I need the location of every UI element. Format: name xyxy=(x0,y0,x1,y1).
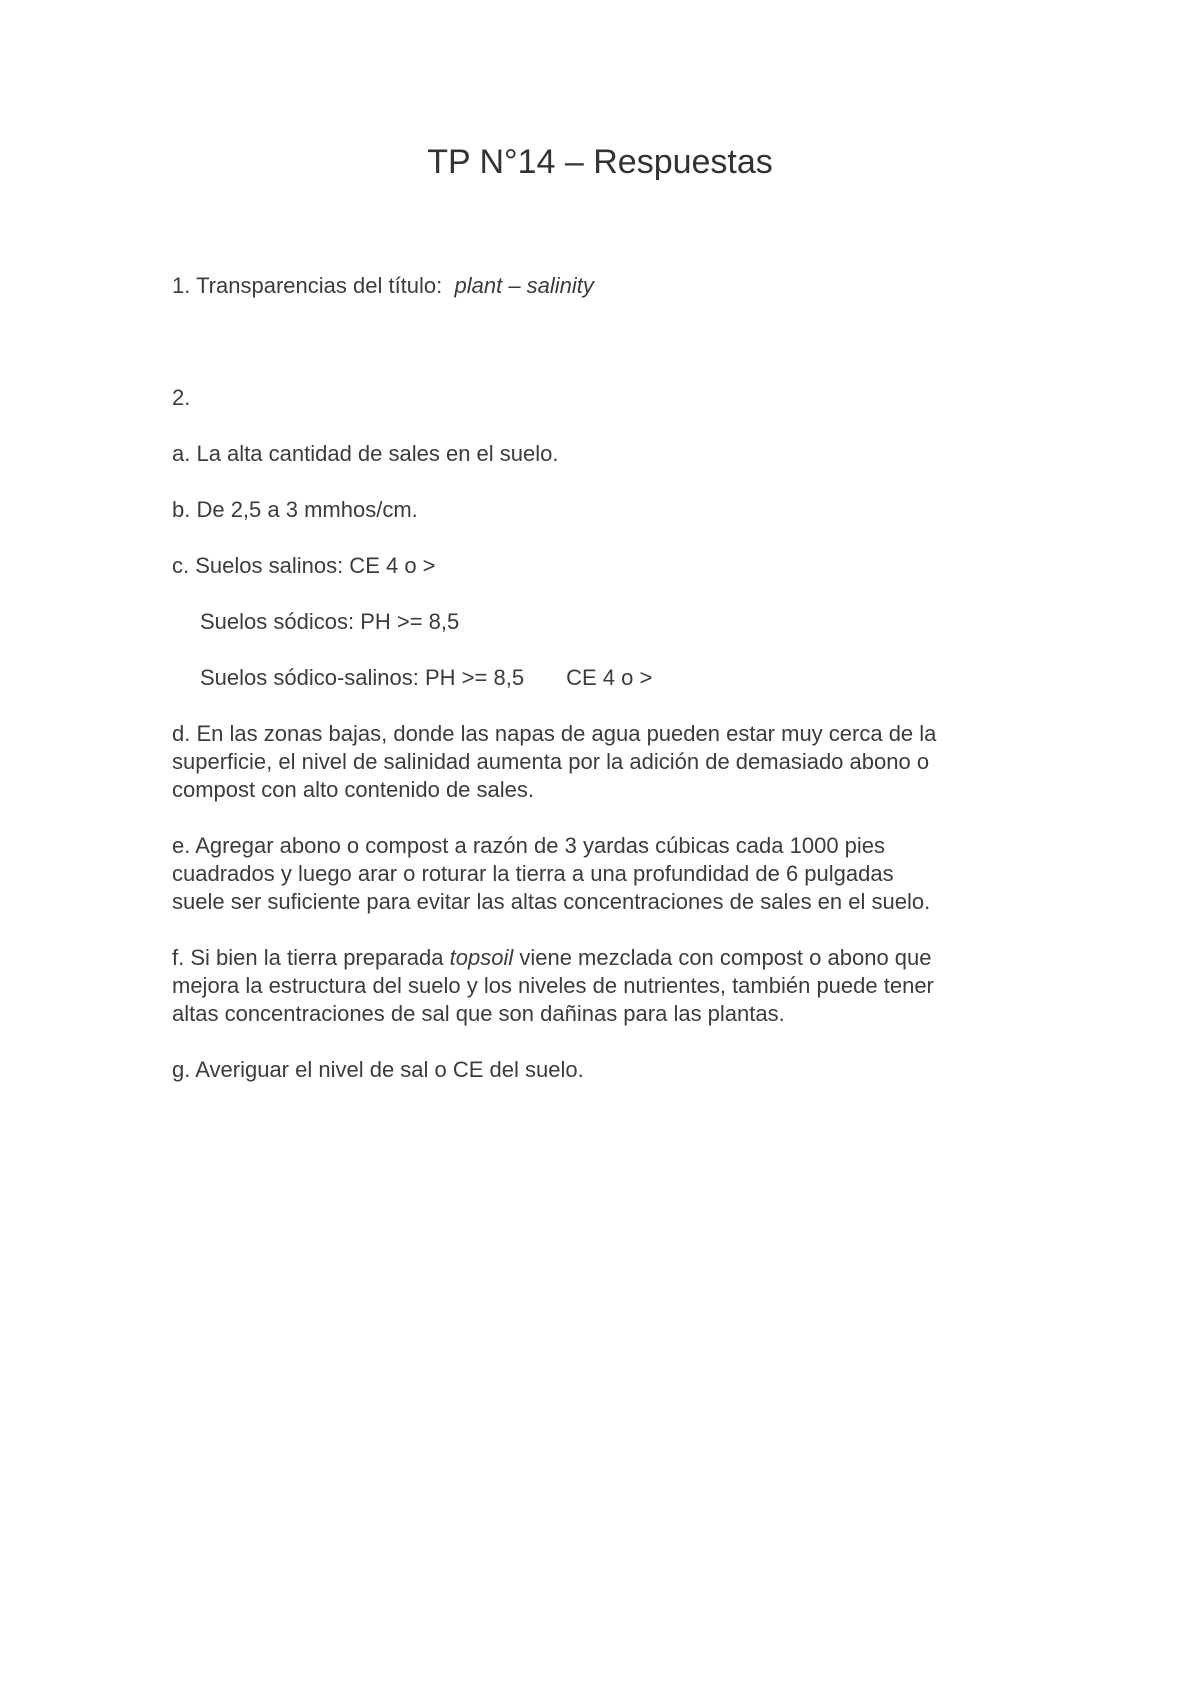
answer-2c-line2: Suelos sódicos: PH >= 8,5 xyxy=(200,609,460,634)
answer-2c-line3-part2: CE 4 o > xyxy=(566,665,653,690)
answer-2f-line1 xyxy=(172,944,1032,972)
answer-2e xyxy=(172,832,1032,916)
answer-2f-line1-post: viene mezclada con compost o abono que xyxy=(519,945,932,970)
answer-1-text: 1. Transparencias del título: xyxy=(172,273,443,298)
answer-2c-line3 xyxy=(200,664,652,692)
answer-2c-line1: c. Suelos salinos: CE 4 o > xyxy=(172,553,436,578)
answer-2e-line2: cuadrados y luego arar o roturar la tierra a una profundidad de 6 pulgadas xyxy=(172,861,894,886)
answer-2a: a. La alta cantidad de sales en el suelo. xyxy=(172,441,559,466)
answer-2f-line1-pre: f. Si bien la tierra preparada xyxy=(172,945,444,970)
answer-2b: b. De 2,5 a 3 mmhos/cm. xyxy=(172,497,418,522)
answer-2d-line1: d. En las zonas bajas, donde las napas de agua pueden estar muy cerca de la xyxy=(172,721,937,746)
answer-2f xyxy=(172,944,1032,1028)
answer-2f-topsoil: topsoil xyxy=(449,945,514,970)
answer-1-italic: plant – salinity xyxy=(454,273,594,298)
answer-1 xyxy=(172,272,594,300)
answer-2f-line2: mejora la estructura del suelo y los niveles de nutrientes, también puede tener xyxy=(172,973,934,998)
answer-2c-line3-part1: Suelos sódico-salinos: PH >= 8,5 xyxy=(200,665,525,690)
answer-2e-line1: e. Agregar abono o compost a razón de 3 yardas cúbicas cada 1000 pies xyxy=(172,833,886,858)
answer-2d-line2: superficie, el nivel de salinidad aumenta por la adición de demasiado abono o xyxy=(172,749,930,774)
answer-2e-line3: suele ser suficiente para evitar las altas concentraciones de sales en el suelo. xyxy=(172,889,931,914)
answer-2d-line3: compost con alto contenido de sales. xyxy=(172,777,535,802)
answer-2d xyxy=(172,720,1032,804)
page-title: TP N°14 – Respuestas xyxy=(427,143,773,181)
answer-2g: g. Averiguar el nivel de sal o CE del suelo. xyxy=(172,1057,584,1082)
answer-2f-line3: altas concentraciones de sal que son dañinas para las plantas. xyxy=(172,1001,785,1026)
answer-2-label: 2. xyxy=(172,385,191,410)
